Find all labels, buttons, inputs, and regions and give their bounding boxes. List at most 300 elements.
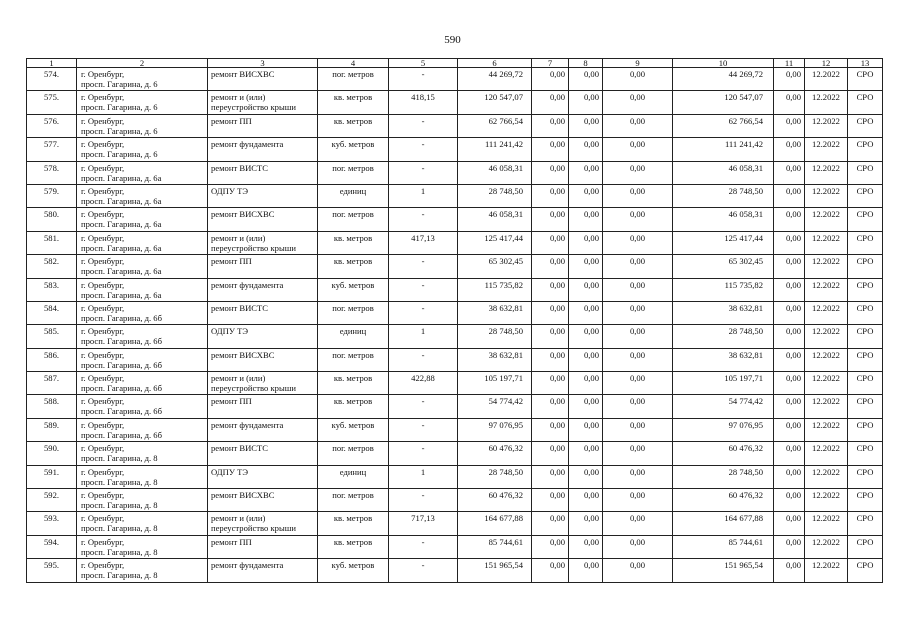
col-7-value-cell [532, 418, 569, 441]
deadline-cell [805, 231, 848, 254]
address-text: г. Оренбург, [81, 326, 125, 337]
funding-source-cell [848, 138, 883, 161]
total-cost-text: 62 766,54 [488, 115, 523, 126]
row-number-cell [27, 301, 77, 324]
address-text: просп. Гагарина, д. 6а [81, 289, 162, 300]
quantity-text: 1 [420, 466, 426, 477]
col-8-value-cell [569, 161, 603, 184]
quantity-cell [389, 184, 458, 207]
col-8-value-cell [569, 91, 603, 114]
col-11-value-text: 0,00 [785, 419, 801, 430]
col-8-value-cell [569, 559, 603, 582]
col-10-value-cell [673, 465, 774, 488]
col-11-value-cell [774, 465, 805, 488]
total-cost-text: 38 632,81 [488, 349, 523, 360]
unit-cell [318, 184, 389, 207]
funding-source-text: СРО [856, 185, 874, 196]
unit-cell [318, 535, 389, 558]
col-11-value-text: 0,00 [785, 560, 801, 571]
col-7-value-text: 0,00 [549, 209, 565, 220]
col-10-value-cell [673, 68, 774, 91]
deadline-text: 12.2022 [812, 349, 840, 360]
col-8-value-cell [569, 325, 603, 348]
quantity-cell [389, 418, 458, 441]
address-text: просп. Гагарина, д. 6б [81, 312, 162, 323]
table-row [27, 512, 883, 535]
total-cost-cell [458, 372, 532, 395]
col-10-value-cell [673, 348, 774, 371]
address-text: просп. Гагарина, д. 8 [81, 476, 158, 487]
col-10-value-text: 115 735,82 [724, 279, 763, 290]
address-text: г. Оренбург, [81, 560, 125, 571]
deadline-text: 12.2022 [812, 536, 840, 547]
funding-source-cell [848, 442, 883, 465]
col-11-value-text: 0,00 [785, 69, 801, 79]
deadline-cell [805, 395, 848, 418]
address-text: просп. Гагарина, д. 6а [81, 219, 162, 230]
unit-cell [318, 114, 389, 137]
work-type-text: ремонт ВИСТС [211, 162, 269, 173]
row-number-cell [27, 161, 77, 184]
column-number-6: 6 [458, 59, 532, 68]
col-7-value-text: 0,00 [549, 443, 565, 454]
table-row [27, 91, 883, 114]
row-number-text: 585. [43, 326, 60, 337]
total-cost-text: 115 735,82 [484, 279, 523, 290]
col-8-value-text: 0,00 [583, 232, 599, 243]
address-cell [77, 255, 208, 278]
funding-source-cell [848, 395, 883, 418]
page-number: 590 [444, 34, 461, 46]
unit-cell [318, 325, 389, 348]
row-number-text: 586. [43, 349, 60, 360]
address-text: г. Оренбург, [81, 443, 125, 454]
col-7-value-cell [532, 442, 569, 465]
address-cell [77, 138, 208, 161]
work-type-cell [208, 138, 318, 161]
funding-source-text: СРО [856, 279, 874, 290]
unit-text: единиц [339, 185, 367, 196]
total-cost-cell [458, 114, 532, 137]
col-10-value-text: 28 748,50 [728, 466, 763, 477]
col-9-value-text: 0,00 [629, 513, 646, 524]
col-9-value-text: 0,00 [629, 396, 646, 407]
deadline-text: 12.2022 [812, 139, 840, 150]
row-number-cell [27, 255, 77, 278]
deadline-cell [805, 325, 848, 348]
col-11-value-cell [774, 255, 805, 278]
deadline-text: 12.2022 [812, 443, 840, 454]
col-8-value-cell [569, 489, 603, 512]
row-number-text: 577. [43, 139, 60, 150]
funding-source-cell [848, 418, 883, 441]
funding-source-cell [848, 184, 883, 207]
col-8-value-cell [569, 348, 603, 371]
unit-text: куб. метров [331, 279, 375, 290]
col-7-value-text: 0,00 [549, 326, 565, 337]
col-11-value-cell [774, 489, 805, 512]
col-10-value-text: 46 058,31 [728, 162, 763, 173]
work-type-text: ремонт ПП [211, 396, 252, 407]
col-7-value-text: 0,00 [549, 256, 565, 267]
col-9-value-text: 0,00 [629, 69, 646, 79]
col-9-value-text: 0,00 [629, 349, 646, 360]
col-11-value-text: 0,00 [785, 443, 801, 454]
deadline-cell [805, 301, 848, 324]
funding-source-text: СРО [856, 139, 874, 150]
address-cell [77, 231, 208, 254]
work-type-text: ремонт ВИСТС [211, 302, 269, 313]
address-text: г. Оренбург, [81, 373, 125, 384]
col-9-value-cell [603, 91, 673, 114]
row-number-cell [27, 395, 77, 418]
deadline-text: 12.2022 [812, 256, 840, 267]
total-cost-cell [458, 91, 532, 114]
unit-text: кв. метров [333, 232, 373, 243]
col-11-value-text: 0,00 [785, 302, 801, 313]
funding-source-text: СРО [856, 69, 874, 79]
address-text: просп. Гагарина, д. 8 [81, 570, 158, 581]
address-cell [77, 161, 208, 184]
column-number-5: 5 [389, 59, 458, 68]
work-type-cell [208, 442, 318, 465]
address-text: просп. Гагарина, д. 6а [81, 195, 162, 206]
col-7-value-text: 0,00 [549, 185, 565, 196]
unit-text: пог. метров [332, 302, 374, 313]
col-11-value-text: 0,00 [785, 256, 801, 267]
col-7-value-cell [532, 512, 569, 535]
address-cell [77, 465, 208, 488]
address-text: просп. Гагарина, д. 6 [81, 102, 158, 113]
address-text: просп. Гагарина, д. 6б [81, 406, 162, 417]
column-number-4: 4 [318, 59, 389, 68]
total-cost-text: 164 677,88 [484, 513, 523, 524]
col-11-value-cell [774, 418, 805, 441]
work-type-text: ремонт ВИСТС [211, 443, 269, 454]
address-text: г. Оренбург, [81, 92, 125, 103]
col-10-value-cell [673, 255, 774, 278]
col-8-value-text: 0,00 [583, 396, 599, 407]
unit-cell [318, 91, 389, 114]
funding-source-text: СРО [856, 466, 874, 477]
total-cost-text: 28 748,50 [488, 326, 523, 337]
table-row [27, 231, 883, 254]
total-cost-text: 60 476,32 [488, 443, 523, 454]
work-type-cell [208, 208, 318, 231]
col-10-value-cell [673, 535, 774, 558]
deadline-cell [805, 278, 848, 301]
quantity-cell [389, 255, 458, 278]
row-number-cell [27, 208, 77, 231]
col-10-value-cell [673, 395, 774, 418]
unit-text: кв. метров [333, 513, 373, 524]
funding-source-cell [848, 512, 883, 535]
address-text: г. Оренбург, [81, 490, 125, 501]
col-8-value-text: 0,00 [583, 560, 599, 571]
col-9-value-text: 0,00 [629, 536, 646, 547]
col-7-value-text: 0,00 [549, 139, 565, 150]
quantity-text: - [421, 419, 425, 430]
row-number-text: 593. [43, 513, 60, 524]
col-9-value-cell [603, 535, 673, 558]
unit-text: пог. метров [332, 490, 374, 501]
col-10-value-cell [673, 512, 774, 535]
col-8-value-text: 0,00 [583, 185, 599, 196]
address-text: просп. Гагарина, д. 6 [81, 125, 158, 136]
col-7-value-text: 0,00 [549, 115, 565, 126]
table-row [27, 372, 883, 395]
col-9-value-text: 0,00 [629, 326, 646, 337]
col-7-value-cell [532, 114, 569, 137]
deadline-text: 12.2022 [812, 513, 840, 524]
address-cell [77, 68, 208, 91]
col-11-value-cell [774, 161, 805, 184]
address-text: г. Оренбург, [81, 232, 125, 243]
col-11-value-text: 0,00 [785, 209, 801, 220]
row-number-cell [27, 465, 77, 488]
col-7-value-text: 0,00 [549, 162, 565, 173]
address-text: г. Оренбург, [81, 209, 125, 220]
deadline-cell [805, 418, 848, 441]
table-row [27, 68, 883, 91]
col-8-value-text: 0,00 [583, 92, 599, 103]
address-text: просп. Гагарина, д. 6 [81, 149, 158, 160]
work-type-text: ОДПУ ТЭ [211, 185, 249, 196]
unit-text: пог. метров [332, 349, 374, 360]
column-number-2: 2 [77, 59, 208, 68]
col-11-value-text: 0,00 [785, 466, 801, 477]
col-10-value-text: 151 965,54 [724, 560, 763, 571]
unit-cell [318, 208, 389, 231]
col-9-value-cell [603, 301, 673, 324]
col-10-value-cell [673, 372, 774, 395]
total-cost-text: 38 632,81 [488, 302, 523, 313]
col-9-value-cell [603, 278, 673, 301]
unit-text: куб. метров [331, 560, 375, 571]
deadline-cell [805, 208, 848, 231]
total-cost-text: 97 076,95 [488, 419, 523, 430]
col-11-value-cell [774, 301, 805, 324]
col-9-value-text: 0,00 [629, 209, 646, 220]
total-cost-cell [458, 184, 532, 207]
unit-text: кв. метров [333, 92, 373, 103]
col-9-value-cell [603, 559, 673, 582]
col-9-value-text: 0,00 [629, 490, 646, 501]
total-cost-cell [458, 348, 532, 371]
total-cost-cell [458, 325, 532, 348]
quantity-cell [389, 138, 458, 161]
col-11-value-text: 0,00 [785, 279, 801, 290]
total-cost-cell [458, 489, 532, 512]
address-cell [77, 512, 208, 535]
work-type-cell [208, 278, 318, 301]
table-body [27, 59, 883, 583]
col-8-value-cell [569, 255, 603, 278]
unit-text: кв. метров [333, 536, 373, 547]
deadline-cell [805, 372, 848, 395]
col-9-value-cell [603, 512, 673, 535]
address-cell [77, 489, 208, 512]
col-9-value-text: 0,00 [629, 560, 646, 571]
work-type-cell [208, 535, 318, 558]
table-row [27, 138, 883, 161]
address-cell [77, 348, 208, 371]
funding-source-text: СРО [856, 115, 874, 126]
quantity-text: 717,13 [411, 513, 435, 524]
total-cost-cell [458, 512, 532, 535]
quantity-text: 1 [420, 185, 426, 196]
funding-source-text: СРО [856, 536, 874, 547]
deadline-cell [805, 348, 848, 371]
work-type-cell [208, 161, 318, 184]
address-text: просп. Гагарина, д. 8 [81, 546, 158, 557]
work-type-cell [208, 231, 318, 254]
funding-source-text: СРО [856, 326, 874, 337]
quantity-text: - [421, 302, 425, 313]
work-type-text: ремонт ПП [211, 115, 252, 126]
deadline-text: 12.2022 [812, 326, 840, 337]
row-number-text: 582. [43, 256, 60, 267]
col-9-value-text: 0,00 [629, 232, 646, 243]
work-type-cell [208, 559, 318, 582]
col-10-value-text: 62 766,54 [728, 115, 763, 126]
table-row [27, 208, 883, 231]
funding-source-text: СРО [856, 513, 874, 524]
work-type-cell [208, 184, 318, 207]
col-7-value-text: 0,00 [549, 513, 565, 524]
unit-text: пог. метров [332, 69, 374, 79]
row-number-text: 589. [43, 419, 60, 430]
col-10-value-cell [673, 278, 774, 301]
total-cost-cell [458, 278, 532, 301]
quantity-cell [389, 114, 458, 137]
funding-source-text: СРО [856, 162, 874, 173]
deadline-text: 12.2022 [812, 115, 840, 126]
col-11-value-cell [774, 512, 805, 535]
unit-text: единиц [339, 326, 367, 337]
address-text: г. Оренбург, [81, 396, 125, 407]
address-text: г. Оренбург, [81, 513, 125, 524]
column-number-8: 8 [569, 59, 603, 68]
quantity-text: - [421, 162, 425, 173]
column-number-11: 11 [774, 59, 805, 68]
capital-repair-table [26, 58, 883, 583]
row-number-cell [27, 489, 77, 512]
col-7-value-cell [532, 68, 569, 91]
funding-source-cell [848, 231, 883, 254]
quantity-text: - [421, 256, 425, 267]
col-9-value-text: 0,00 [629, 256, 646, 267]
row-number-text: 595. [43, 560, 60, 571]
row-number-cell [27, 559, 77, 582]
funding-source-cell [848, 465, 883, 488]
row-number-text: 591. [43, 466, 60, 477]
address-text: г. Оренбург, [81, 115, 125, 126]
col-9-value-text: 0,00 [629, 302, 646, 313]
deadline-cell [805, 68, 848, 91]
address-text: г. Оренбург, [81, 349, 125, 360]
col-7-value-cell [532, 301, 569, 324]
work-type-text: ремонт ВИСХВС [211, 490, 275, 501]
col-9-value-cell [603, 325, 673, 348]
row-number-cell [27, 348, 77, 371]
funding-source-cell [848, 114, 883, 137]
col-10-value-text: 38 632,81 [728, 349, 763, 360]
col-11-value-cell [774, 325, 805, 348]
table-row [27, 278, 883, 301]
quantity-text: - [421, 115, 425, 126]
col-8-value-cell [569, 68, 603, 91]
address-cell [77, 325, 208, 348]
col-8-value-text: 0,00 [583, 443, 599, 454]
work-type-cell [208, 348, 318, 371]
quantity-cell [389, 442, 458, 465]
col-10-value-text: 111 241,42 [724, 139, 763, 150]
quantity-cell [389, 489, 458, 512]
column-number-7: 7 [532, 59, 569, 68]
work-type-text: ремонт ВИСХВС [211, 349, 275, 360]
col-8-value-cell [569, 278, 603, 301]
col-8-value-text: 0,00 [583, 69, 599, 79]
col-8-value-cell [569, 395, 603, 418]
col-7-value-cell [532, 489, 569, 512]
work-type-text: ремонт ВИСХВС [211, 209, 275, 220]
col-7-value-cell [532, 184, 569, 207]
address-text: г. Оренбург, [81, 256, 125, 267]
total-cost-text: 28 748,50 [488, 185, 523, 196]
quantity-cell [389, 68, 458, 91]
row-number-text: 579. [43, 185, 60, 196]
funding-source-cell [848, 91, 883, 114]
col-8-value-text: 0,00 [583, 115, 599, 126]
unit-cell [318, 301, 389, 324]
col-8-value-text: 0,00 [583, 209, 599, 220]
total-cost-text: 44 269,72 [488, 69, 523, 79]
work-type-text: переустройство крыши [211, 383, 296, 394]
quantity-cell [389, 372, 458, 395]
quantity-text: - [421, 349, 425, 360]
col-11-value-cell [774, 278, 805, 301]
col-10-value-cell [673, 442, 774, 465]
quantity-cell [389, 278, 458, 301]
col-7-value-text: 0,00 [549, 396, 565, 407]
col-7-value-cell [532, 559, 569, 582]
col-9-value-text: 0,00 [629, 443, 646, 454]
row-number-cell [27, 512, 77, 535]
row-number-text: 584. [43, 302, 60, 313]
unit-text: пог. метров [332, 162, 374, 173]
col-8-value-text: 0,00 [583, 490, 599, 501]
col-10-value-cell [673, 418, 774, 441]
col-11-value-text: 0,00 [785, 232, 801, 243]
col-7-value-cell [532, 138, 569, 161]
row-number-text: 587. [43, 373, 60, 384]
deadline-cell [805, 465, 848, 488]
work-type-text: ремонт ПП [211, 256, 252, 267]
col-8-value-text: 0,00 [583, 326, 599, 337]
quantity-cell [389, 348, 458, 371]
quantity-cell [389, 535, 458, 558]
col-8-value-cell [569, 535, 603, 558]
total-cost-text: 46 058,31 [488, 162, 523, 173]
unit-cell [318, 512, 389, 535]
address-text: просп. Гагарина, д. 6а [81, 172, 162, 183]
row-number-text: 574. [43, 69, 60, 79]
quantity-text: - [421, 443, 425, 454]
col-8-value-cell [569, 465, 603, 488]
quantity-cell [389, 301, 458, 324]
funding-source-text: СРО [856, 232, 874, 243]
